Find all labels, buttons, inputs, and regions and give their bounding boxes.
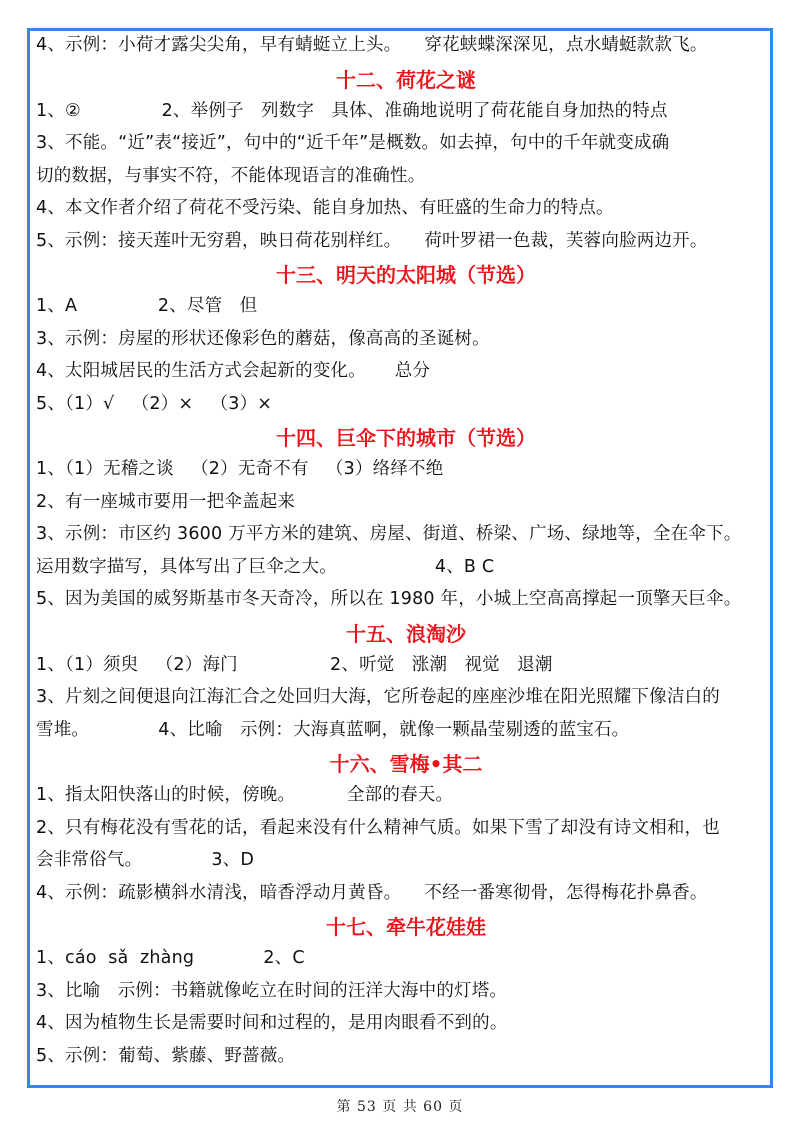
answer-line: 2、只有梅花没有雪花的话，看起来没有什么精神气质。如果下雪了却没有诗文相和，也: [36, 817, 720, 838]
answer-line: 1、cáo sǎ zhàng 2、C: [36, 948, 305, 968]
page-footer: 第 53 页 共 60 页: [336, 1099, 464, 1115]
section-heading: 十七、牵牛花娃娃: [326, 915, 486, 939]
section-heading: 十六、雪梅•其二: [329, 752, 483, 776]
answer-line: 3、比喻 示例：书籍就像屹立在时间的汪洋大海中的灯塔。: [36, 980, 508, 1001]
answer-line: 3、示例：市区约 3600 万平方米的建筑、房屋、街道、桥梁、广场、绿地等，全在伞下。: [36, 524, 742, 544]
answer-line: 5、因为美国的威努斯基市冬天奇冷，所以在 1980 年，小城上空高高撑起一顶擎天巨伞。: [36, 589, 742, 609]
answer-line: 1、② 2、举例子 列数字 具体、准确地说明了荷花能自身加热的特点: [36, 100, 668, 121]
section-heading: 十三、明天的太阳城（节选）: [276, 263, 536, 287]
section-heading: 十二、荷花之谜: [336, 67, 476, 92]
answer-line: 雪堆。 4、比喻 示例：大海真蓝啊，就像一颗晶莹剔透的蓝宝石。: [36, 719, 630, 740]
answer-line: 3、不能。“近”表“接近”，句中的“近千年”是概数。如去掉，句中的千年就变成确: [36, 133, 670, 153]
answer-line: 4、示例：小荷才露尖尖角，早有蜻蜓立上头。 穿花蛱蝶深深见，点水蜻蜓款款飞。: [36, 35, 708, 55]
answer-key-content: [36, 34, 766, 1077]
answer-line: 1、A 2、尽管 但: [36, 296, 258, 316]
answer-line: 运用数字描写，具体写出了巨伞之大。 4、B C: [36, 556, 495, 577]
section-heading: 十四、巨伞下的城市（节选）: [276, 426, 536, 450]
answer-line: 1、（1）须臾 （2）海门 2、听觉 涨潮 视觉 退潮: [36, 654, 553, 675]
answer-line: 5、示例：葡萄、紫藤、野蔷薇。: [36, 1045, 296, 1066]
answer-line: 4、本文作者介绍了荷花不受污染、能自身加热、有旺盛的生命力的特点。: [36, 198, 614, 218]
answer-line: 1、（1）无稽之谈 （2）无奇不有 （3）络绎不绝: [36, 459, 444, 479]
answer-line: 3、片刻之间便退向江海汇合之处回归大海，它所卷起的座座沙堆在阳光照耀下像洁白的: [36, 687, 720, 707]
answer-line: 切的数据，与事实不符，不能体现语言的准确性。: [36, 165, 426, 186]
section-heading: 十五、浪淘沙: [346, 621, 466, 646]
answer-line: 会非常俗气。 3、D: [36, 850, 255, 870]
answer-line: 3、示例：房屋的形状还像彩色的蘑菇，像高高的圣诞树。: [36, 328, 490, 349]
answer-line: 5、（1）√ （2）× （3）×: [36, 393, 273, 414]
answer-line: 4、太阳城居民的生活方式会起新的变化。 总分: [36, 361, 431, 381]
answer-line: 1、指太阳快落山的时候，傍晚。 全部的春天。: [36, 785, 454, 805]
answer-line: 4、示例：疏影横斜水清浅，暗香浮动月黄昏。 不经一番寒彻骨，怎得梅花扑鼻香。: [36, 882, 708, 903]
answer-line: 4、因为植物生长是需要时间和过程的，是用肉眼看不到的。: [36, 1013, 508, 1033]
answer-line: 2、有一座城市要用一把伞盖起来: [36, 491, 296, 512]
answer-line: 5、示例：接天莲叶无穷碧，映日荷花别样红。 荷叶罗裙一色裁，芙蓉向脸两边开。: [36, 230, 708, 251]
